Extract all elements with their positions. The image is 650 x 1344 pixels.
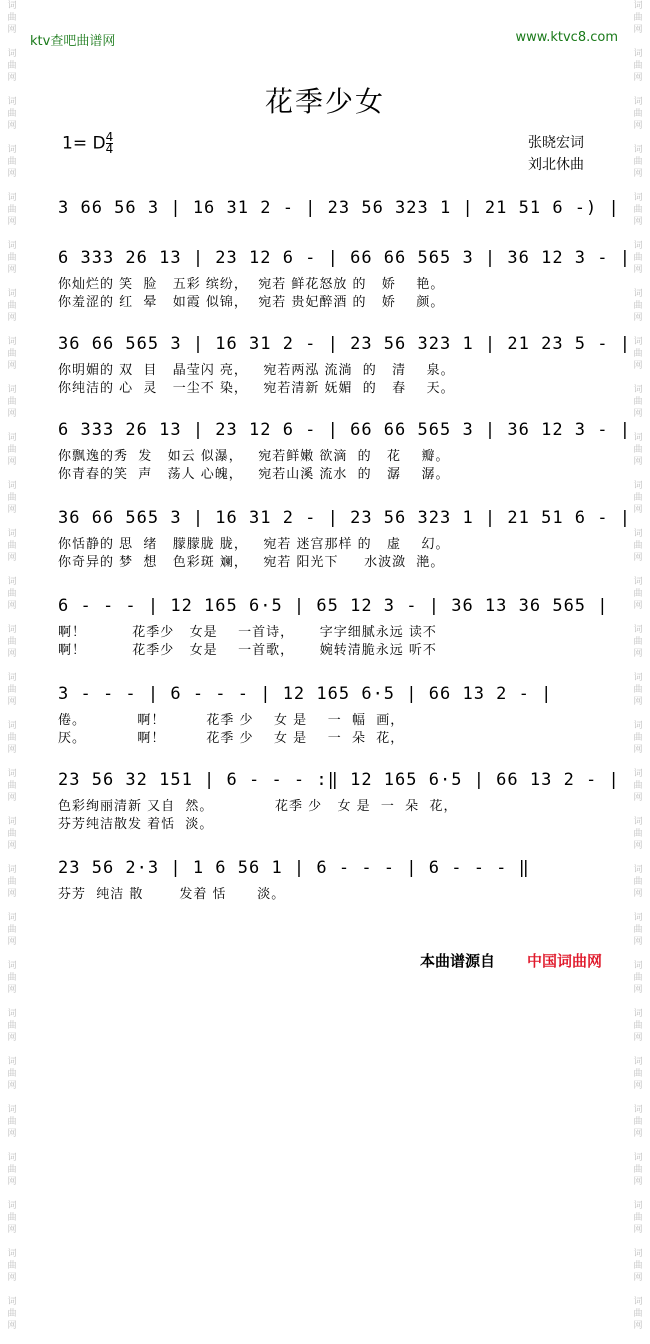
- watermark-gap: [626, 468, 650, 480]
- watermark-char: 曲: [633, 397, 643, 407]
- watermark-char: 网: [633, 889, 643, 899]
- watermark-char: 词: [633, 1153, 643, 1163]
- watermark-char: 网: [7, 409, 17, 419]
- watermark-left: [0, 0, 24, 1331]
- score-system: [58, 770, 620, 834]
- watermark-gap: [626, 1092, 650, 1104]
- watermark-char: 网: [633, 265, 643, 275]
- watermark-char: 网: [7, 697, 17, 707]
- watermark-char: 曲: [633, 1261, 643, 1271]
- watermark-char: 曲: [633, 1213, 643, 1223]
- watermark-char: 网: [7, 553, 17, 563]
- watermark-char: 曲: [7, 157, 17, 167]
- watermark-char: 词: [7, 481, 17, 491]
- watermark-gap: [626, 900, 650, 912]
- watermark-char: 网: [633, 1225, 643, 1235]
- watermark-char: 词: [633, 433, 643, 443]
- lyric-line: 你明媚的 双 目 晶莹闪 亮， 宛若两泓 流淌 的 清 泉。: [58, 363, 455, 378]
- watermark-char: 曲: [7, 61, 17, 71]
- score-system: [58, 684, 588, 748]
- watermark-gap: [0, 276, 24, 288]
- watermark-gap: [0, 996, 24, 1008]
- watermark-char: 词: [633, 1, 643, 11]
- watermark-char: 网: [7, 1273, 17, 1283]
- watermark-char: 词: [7, 289, 17, 299]
- watermark-char: 曲: [7, 1213, 17, 1223]
- lyric-line: 倦。 啊！ 花季 少 女 是 一 幅 画，: [58, 713, 405, 728]
- notation-line: 3 66 56 3 | 16 31 2 - | 23 56 323 1 | 21 51 6 -) |: [58, 198, 620, 218]
- watermark-gap: [0, 324, 24, 336]
- watermark-char: 词: [633, 1249, 643, 1259]
- watermark-char: 曲: [633, 589, 643, 599]
- watermark-char: 网: [7, 361, 17, 371]
- watermark-gap: [0, 468, 24, 480]
- watermark-char: 词: [7, 817, 17, 827]
- watermark-gap: [0, 36, 24, 48]
- watermark-char: 网: [7, 1321, 17, 1331]
- watermark-char: 网: [633, 313, 643, 323]
- watermark-char: 曲: [633, 349, 643, 359]
- watermark-char: 网: [633, 1081, 643, 1091]
- watermark-char: 曲: [7, 877, 17, 887]
- watermark-char: 网: [633, 1129, 643, 1139]
- watermark-char: 网: [7, 1081, 17, 1091]
- watermark-gap: [626, 1188, 650, 1200]
- watermark-char: 曲: [7, 205, 17, 215]
- watermark-gap: [0, 804, 24, 816]
- watermark-gap: [0, 420, 24, 432]
- watermark-char: 网: [7, 457, 17, 467]
- watermark-char: 词: [633, 817, 643, 827]
- watermark-char: 词: [633, 97, 643, 107]
- watermark-char: 词: [633, 529, 643, 539]
- watermark-gap: [626, 132, 650, 144]
- time-signature: [106, 132, 114, 155]
- source-label: 本曲谱源自: [420, 952, 496, 970]
- lyric-line: 你奇异的 梦 想 色彩斑 斓， 宛若 阳光下 水波潋 滟。: [58, 555, 445, 570]
- credits: [528, 132, 584, 176]
- watermark-gap: [0, 708, 24, 720]
- watermark-char: 曲: [633, 253, 643, 263]
- site-url-right[interactable]: www.ktvc8.com: [515, 30, 618, 45]
- notation-line: 36 66 565 3 | 16 31 2 - | 23 56 323 1 | 21 51 6 - |: [58, 508, 631, 528]
- watermark-char: 网: [633, 649, 643, 659]
- watermark-char: 网: [7, 121, 17, 131]
- watermark-char: 网: [633, 1033, 643, 1043]
- watermark-char: 词: [633, 49, 643, 59]
- watermark-char: 词: [633, 625, 643, 635]
- watermark-char: 网: [633, 937, 643, 947]
- watermark-char: 网: [633, 1321, 643, 1331]
- watermark-gap: [626, 1332, 650, 1344]
- watermark-char: 词: [633, 961, 643, 971]
- watermark-gap: [0, 516, 24, 528]
- watermark-char: 曲: [633, 205, 643, 215]
- watermark-char: 曲: [633, 637, 643, 647]
- watermark-char: 曲: [633, 685, 643, 695]
- watermark-char: 曲: [7, 109, 17, 119]
- watermark-char: 曲: [7, 973, 17, 983]
- watermark-gap: [0, 132, 24, 144]
- watermark-gap: [626, 1044, 650, 1056]
- lyric-line: 你青春的笑 声 荡人 心魄， 宛若山溪 流水 的 潺 潺。: [58, 467, 450, 482]
- watermark-gap: [626, 804, 650, 816]
- watermark-char: 曲: [633, 1069, 643, 1079]
- watermark-char: 网: [7, 313, 17, 323]
- watermark-char: 网: [633, 121, 643, 131]
- watermark-char: 词: [7, 913, 17, 923]
- watermark-char: 网: [633, 553, 643, 563]
- watermark-char: 词: [7, 961, 17, 971]
- watermark-gap: [0, 1332, 24, 1344]
- watermark-char: 词: [7, 529, 17, 539]
- watermark-char: 曲: [633, 1117, 643, 1127]
- lyric-line: 你飘逸的秀 发 如云 似瀑， 宛若鲜嫩 欲滴 的 花 瓣。: [58, 449, 450, 464]
- watermark-char: 词: [633, 1297, 643, 1307]
- watermark-char: 曲: [7, 301, 17, 311]
- watermark-gap: [0, 852, 24, 864]
- notation-line: 3 - - - | 6 - - - | 12 165 6·5 | 66 13 2 - |: [58, 684, 553, 704]
- watermark-char: 词: [7, 1249, 17, 1259]
- watermark-char: 网: [633, 601, 643, 611]
- watermark-char: 曲: [7, 445, 17, 455]
- watermark-char: 曲: [633, 877, 643, 887]
- watermark-char: 网: [7, 73, 17, 83]
- watermark-char: 曲: [633, 973, 643, 983]
- watermark-char: 网: [7, 601, 17, 611]
- watermark-gap: [0, 1284, 24, 1296]
- watermark-char: 曲: [633, 733, 643, 743]
- watermark-gap: [0, 1140, 24, 1152]
- lyric-line: 你恬静的 思 绪 朦朦胧 胧， 宛若 迷宫那样 的 虚 幻。: [58, 537, 450, 552]
- watermark-char: 曲: [7, 1117, 17, 1127]
- key-prefix: 1= D: [62, 133, 106, 154]
- watermark-gap: [0, 1236, 24, 1248]
- watermark-char: 网: [7, 169, 17, 179]
- watermark-char: 网: [7, 1129, 17, 1139]
- watermark-char: 词: [633, 193, 643, 203]
- score-system: [58, 248, 631, 312]
- watermark-char: 词: [7, 1057, 17, 1067]
- lyric-line: 芬芳 纯洁 散 发着 恬 淡。: [58, 887, 286, 902]
- watermark-char: 曲: [7, 637, 17, 647]
- source-site-link[interactable]: 中国词曲网: [527, 952, 603, 970]
- watermark-char: 词: [7, 577, 17, 587]
- score-system: [58, 858, 588, 904]
- watermark-char: 词: [633, 337, 643, 347]
- watermark-char: 曲: [7, 253, 17, 263]
- watermark-char: 网: [7, 217, 17, 227]
- watermark-char: 曲: [633, 109, 643, 119]
- lyric-line: 你羞涩的 红 晕 如霞 似锦， 宛若 贵妃醉酒 的 娇 颜。: [58, 295, 445, 310]
- watermark-gap: [626, 996, 650, 1008]
- watermark-gap: [0, 180, 24, 192]
- score-system: [58, 420, 631, 484]
- watermark-char: 词: [7, 337, 17, 347]
- watermark-char: 词: [7, 625, 17, 635]
- watermark-char: 词: [7, 433, 17, 443]
- watermark-char: 词: [7, 1105, 17, 1115]
- watermark-gap: [0, 372, 24, 384]
- watermark-char: 曲: [633, 1309, 643, 1319]
- lyric-line: 芬芳纯洁散发 着恬 淡。: [58, 817, 214, 832]
- watermark-char: 词: [7, 1153, 17, 1163]
- watermark-char: 词: [633, 145, 643, 155]
- watermark-char: 曲: [7, 13, 17, 23]
- watermark-char: 词: [633, 241, 643, 251]
- notation-line: 6 333 26 13 | 23 12 6 - | 66 66 565 3 | 36 12 3 - |: [58, 420, 631, 440]
- watermark-char: 网: [633, 457, 643, 467]
- watermark-char: 网: [7, 265, 17, 275]
- watermark-char: 网: [633, 409, 643, 419]
- watermark-char: 词: [7, 1297, 17, 1307]
- watermark-char: 曲: [633, 781, 643, 791]
- watermark-gap: [626, 852, 650, 864]
- site-name-left[interactable]: ktv查吧曲谱网: [30, 34, 116, 49]
- watermark-char: 词: [7, 49, 17, 59]
- watermark-char: 词: [7, 193, 17, 203]
- watermark-char: 网: [7, 793, 17, 803]
- watermark-char: 曲: [7, 349, 17, 359]
- watermark-char: 曲: [633, 61, 643, 71]
- notation-line: 23 56 2·3 | 1 6 56 1 | 6 - - - | 6 - - - ‖: [58, 858, 530, 878]
- watermark-char: 曲: [633, 157, 643, 167]
- watermark-gap: [0, 948, 24, 960]
- watermark-char: 网: [7, 505, 17, 515]
- watermark-char: 网: [7, 841, 17, 851]
- watermark-char: 曲: [633, 1165, 643, 1175]
- watermark-char: 词: [633, 577, 643, 587]
- watermark-char: 曲: [7, 733, 17, 743]
- watermark-char: 曲: [7, 1165, 17, 1175]
- watermark-gap: [626, 948, 650, 960]
- watermark-gap: [626, 1284, 650, 1296]
- watermark-char: 词: [7, 97, 17, 107]
- watermark-char: 曲: [633, 13, 643, 23]
- notation-line: 6 - - - | 12 165 6·5 | 65 12 3 - | 36 13 36 565 |: [58, 596, 609, 616]
- watermark-gap: [0, 900, 24, 912]
- watermark-gap: [0, 1092, 24, 1104]
- watermark-char: 网: [633, 73, 643, 83]
- watermark-char: 网: [7, 649, 17, 659]
- watermark-char: 网: [7, 889, 17, 899]
- lyric-line: 色彩绚丽清新 又自 然。 花季 少 女 是 一 朵 花，: [58, 799, 458, 814]
- watermark-char: 网: [633, 1177, 643, 1187]
- lyricist: 张晓宏词: [528, 135, 584, 151]
- watermark-char: 网: [7, 1177, 17, 1187]
- watermark-char: 网: [633, 217, 643, 227]
- score-system: [58, 596, 609, 660]
- watermark-char: 网: [633, 505, 643, 515]
- watermark-char: 网: [633, 361, 643, 371]
- watermark-char: 词: [7, 673, 17, 683]
- watermark-gap: [626, 756, 650, 768]
- score-system: [58, 508, 631, 572]
- watermark-char: 曲: [633, 445, 643, 455]
- time-top: 4: [105, 130, 114, 144]
- watermark-gap: [0, 1188, 24, 1200]
- watermark-char: 曲: [7, 685, 17, 695]
- watermark-gap: [626, 1236, 650, 1248]
- watermark-gap: [626, 372, 650, 384]
- watermark-char: 网: [633, 1273, 643, 1283]
- watermark-char: 曲: [633, 829, 643, 839]
- watermark-char: 词: [633, 769, 643, 779]
- watermark-char: 网: [633, 985, 643, 995]
- watermark-char: 曲: [633, 925, 643, 935]
- watermark-char: 词: [633, 721, 643, 731]
- watermark-char: 曲: [7, 493, 17, 503]
- notation-line: 6 333 26 13 | 23 12 6 - | 66 66 565 3 | 36 12 3 - |: [58, 248, 631, 268]
- watermark-char: 网: [7, 745, 17, 755]
- watermark-char: 词: [7, 1, 17, 11]
- watermark-gap: [626, 228, 650, 240]
- lyric-line: 啊！ 花季少 女是 一首歌， 婉转清脆永远 听不: [58, 643, 437, 658]
- watermark-char: 网: [633, 841, 643, 851]
- watermark-char: 词: [7, 385, 17, 395]
- lyric-line: 你灿烂的 笑 脸 五彩 缤纷， 宛若 鲜花怒放 的 娇 艳。: [58, 277, 445, 292]
- watermark-char: 曲: [7, 541, 17, 551]
- watermark-char: 词: [633, 1009, 643, 1019]
- watermark-gap: [626, 708, 650, 720]
- watermark-char: 词: [7, 241, 17, 251]
- watermark-char: 网: [633, 25, 643, 35]
- watermark-char: 词: [633, 289, 643, 299]
- watermark-gap: [626, 276, 650, 288]
- notation-line: 36 66 565 3 | 16 31 2 - | 23 56 323 1 | 21 23 5 - |: [58, 334, 631, 354]
- time-bottom: 4: [105, 142, 114, 156]
- watermark-gap: [0, 1044, 24, 1056]
- watermark-gap: [626, 660, 650, 672]
- watermark-char: 网: [633, 793, 643, 803]
- watermark-gap: [626, 1140, 650, 1152]
- lyric-line: 厌。 啊！ 花季 少 女 是 一 朵 花，: [58, 731, 405, 746]
- watermark-char: 曲: [7, 781, 17, 791]
- watermark-char: 词: [633, 481, 643, 491]
- watermark-char: 网: [7, 1225, 17, 1235]
- lyric-line: 你纯洁的 心 灵 一尘不 染， 宛若清新 妩媚 的 春 天。: [58, 381, 455, 396]
- watermark-char: 词: [633, 385, 643, 395]
- watermark-char: 词: [7, 1201, 17, 1211]
- watermark-char: 网: [7, 937, 17, 947]
- watermark-char: 词: [7, 865, 17, 875]
- watermark-char: 词: [633, 913, 643, 923]
- composer: 刘北休曲: [528, 157, 584, 173]
- watermark-char: 网: [7, 985, 17, 995]
- watermark-gap: [626, 36, 650, 48]
- watermark-char: 曲: [633, 301, 643, 311]
- watermark-char: 词: [7, 145, 17, 155]
- notation-line: 23 56 32 151 | 6 - - - :‖ 12 165 6·5 | 66 13 2 - |: [58, 770, 620, 790]
- watermark-char: 词: [633, 1201, 643, 1211]
- watermark-char: 词: [7, 721, 17, 731]
- watermark-gap: [0, 612, 24, 624]
- watermark-char: 词: [633, 865, 643, 875]
- lyric-line: 啊！ 花季少 女是 一首诗， 字字细腻永远 读不: [58, 625, 437, 640]
- watermark-gap: [626, 564, 650, 576]
- watermark-gap: [0, 660, 24, 672]
- watermark-char: 网: [633, 745, 643, 755]
- watermark-char: 网: [633, 697, 643, 707]
- watermark-char: 曲: [7, 1021, 17, 1031]
- watermark-char: 网: [7, 1033, 17, 1043]
- watermark-char: 网: [633, 169, 643, 179]
- watermark-char: 曲: [7, 1309, 17, 1319]
- watermark-char: 曲: [7, 829, 17, 839]
- watermark-char: 词: [633, 1105, 643, 1115]
- watermark-char: 词: [7, 1009, 17, 1019]
- watermark-char: 曲: [7, 925, 17, 935]
- watermark-gap: [0, 756, 24, 768]
- watermark-char: 曲: [7, 397, 17, 407]
- watermark-gap: [626, 612, 650, 624]
- watermark-char: 曲: [633, 541, 643, 551]
- song-title: 花季少女: [264, 85, 385, 118]
- watermark-char: 曲: [7, 1069, 17, 1079]
- score-system: [58, 334, 631, 398]
- score-system: [58, 198, 620, 226]
- watermark-char: 曲: [633, 1021, 643, 1031]
- watermark-char: 曲: [633, 493, 643, 503]
- watermark-char: 曲: [7, 589, 17, 599]
- watermark-char: 网: [7, 25, 17, 35]
- watermark-right: [626, 0, 650, 1331]
- key-signature: [62, 132, 113, 155]
- watermark-char: 词: [633, 1057, 643, 1067]
- watermark-gap: [0, 228, 24, 240]
- watermark-char: 曲: [7, 1261, 17, 1271]
- watermark-char: 词: [7, 769, 17, 779]
- watermark-gap: [0, 564, 24, 576]
- watermark-gap: [626, 180, 650, 192]
- watermark-char: 词: [633, 673, 643, 683]
